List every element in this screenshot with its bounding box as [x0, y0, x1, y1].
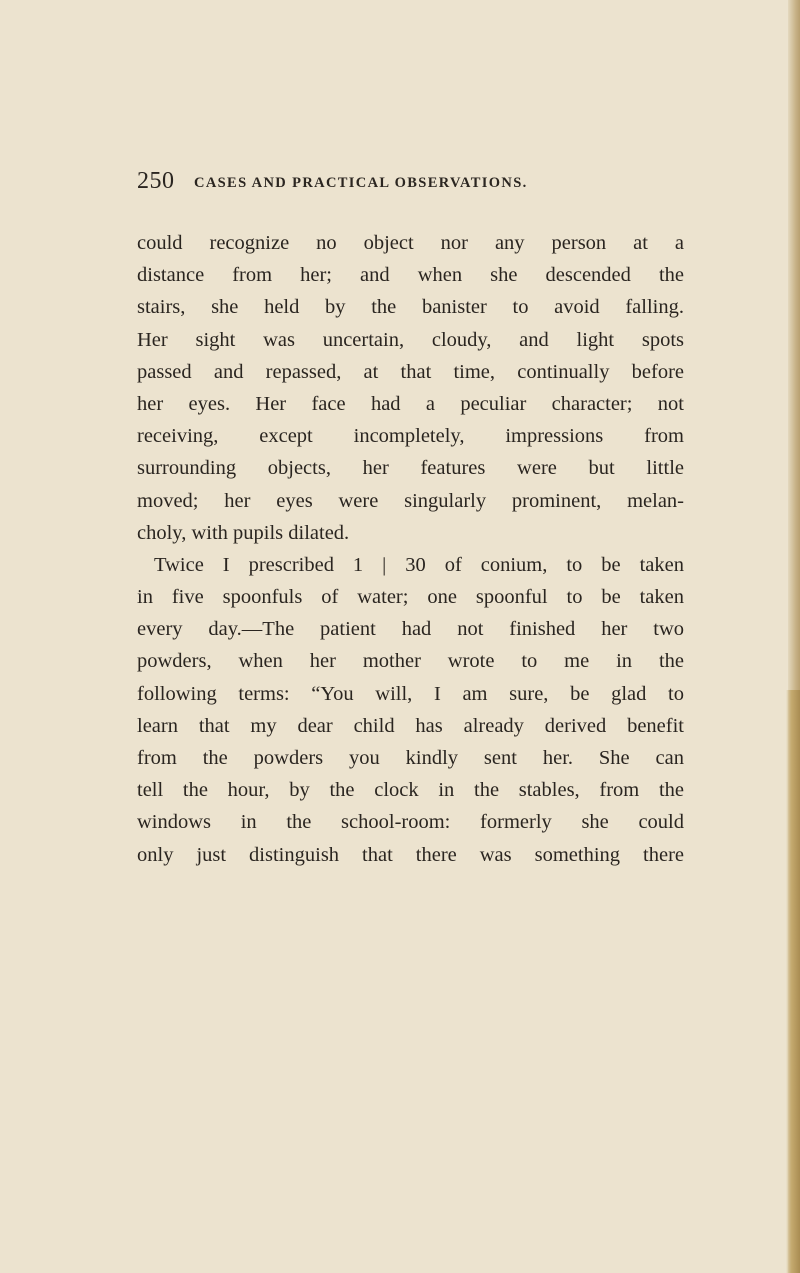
text-line: powders, when her mother wrote to me in the: [137, 650, 684, 673]
text-line: from the powders you kindly sent her. She can: [137, 747, 684, 769]
page-edge-stain: [786, 690, 800, 1273]
page-header: [137, 168, 657, 204]
text-line: distance from her; and when she descended the: [137, 264, 684, 287]
text-line: surrounding objects, her features were but little: [137, 457, 684, 480]
page-number: 250: [137, 168, 175, 194]
text-line: only just distinguish that there was something there: [137, 843, 684, 866]
body-text: [137, 227, 684, 871]
text-line: receiving, except incompletely, impressions from: [137, 425, 684, 448]
text-line: moved; her eyes were singularly prominent, melan-: [137, 489, 684, 512]
text-line: learn that my dear child has already derived benefit: [137, 714, 684, 737]
text-line: in five spoonfuls of water; one spoonful to be taken: [137, 586, 684, 609]
text-line: choly, with pupils dilated.: [137, 521, 350, 544]
text-line: passed and repassed, at that time, continually before: [137, 360, 684, 383]
running-head: CASES AND PRACTICAL OBSERVATIONS.: [194, 175, 528, 191]
text-line: tell the hour, by the clock in the stables, from the: [137, 779, 684, 802]
text-line: Twice I prescribed 1 | 30 of conium, to be taken: [154, 553, 684, 576]
text-line: her eyes. Her face had a peculiar character; not: [137, 392, 684, 415]
text-line: following terms: “You will, I am sure, be glad to: [137, 682, 684, 705]
text-line: could recognize no object nor any person at a: [137, 232, 684, 254]
text-line: every day.—The patient had not finished her two: [137, 618, 684, 641]
text-line: windows in the school-room: formerly she could: [137, 811, 684, 834]
text-line: Her sight was uncertain, cloudy, and light spots: [137, 328, 684, 351]
text-line: stairs, she held by the banister to avoid falling.: [137, 296, 684, 319]
